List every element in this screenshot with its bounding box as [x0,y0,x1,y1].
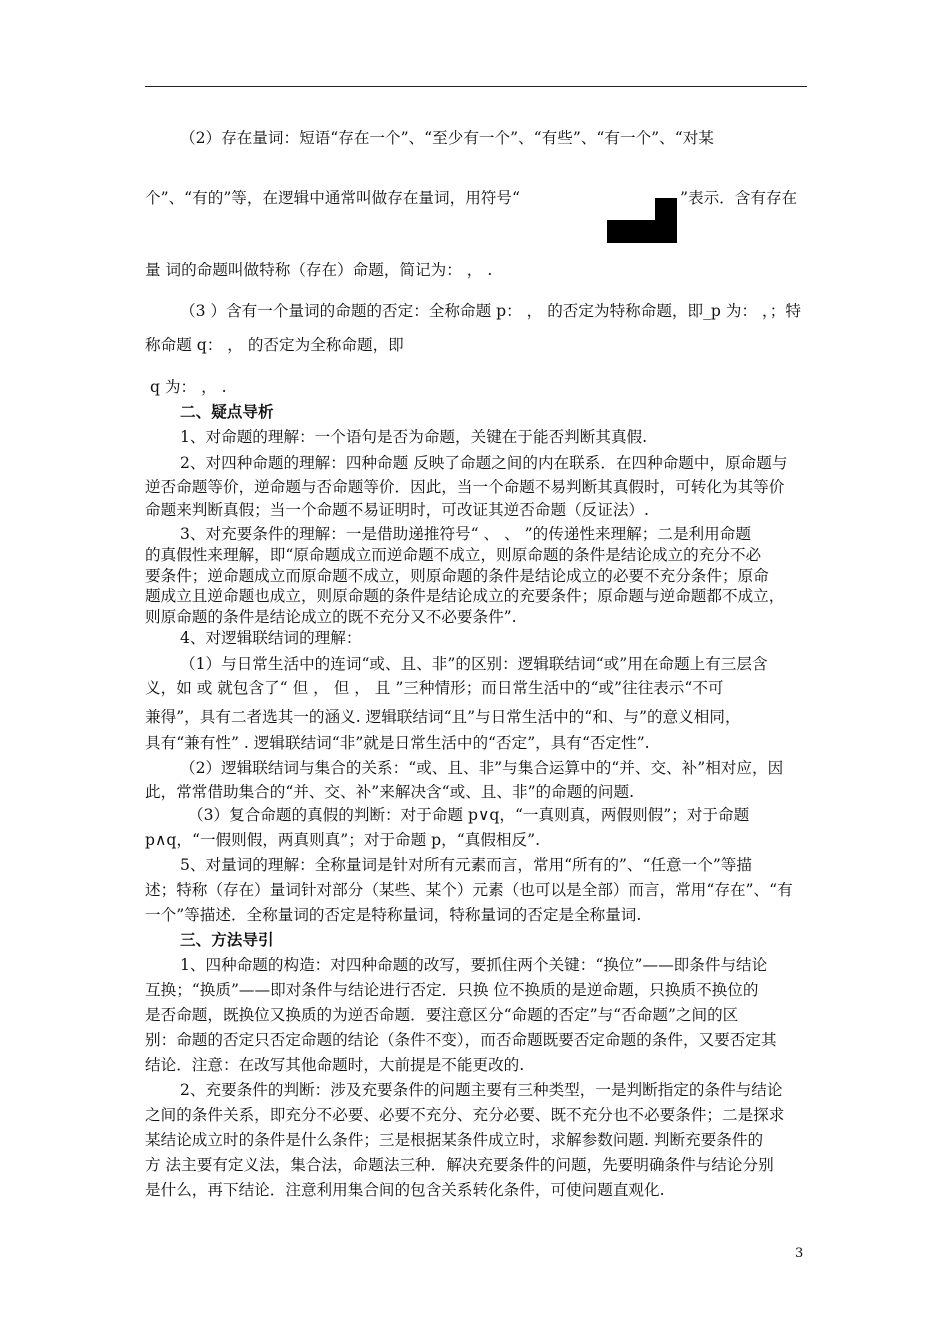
section-heading-2: 二、疑点导析 [180,402,274,421]
line-35: 2、充要条件的判断：涉及充要条件的问题主要有三种类型，一是判断指定的条件与结论 [180,1081,783,1099]
line-21: 具有“兼有性” . 逻辑联结词“非”就是日常生活中的“否定”，具有“否定性”. [145,734,650,752]
line-15: 题成立且逆命题也成立，则原命题的条件是结论成立的充要条件；原命题与逆命题都不成立， [145,587,785,605]
line-31: 互换；“换质”——即对条件与结论进行否定．只换 位不换质的是逆命题，只换质不换位的 [145,981,759,999]
line-12: 3、对充要条件的理解：一是借助递推符号“ 、 、 ”的传递性来理解；二是利用命题 [180,525,751,543]
line-1: （2）存在量词：短语“存在一个”、“至少有一个”、“有些”、“有一个”、“对某 [180,129,714,147]
line-39: 是什么，再下结论．注意利用集合间的包含关系转化条件，可使问题直观化. [145,1181,665,1199]
line-28: 一个”等描述．全称量词的否定是特称量词，特称量词的否定是全称量词. [145,906,642,924]
line-16: 则原命题的条件是结论成立的既不充分又不必要条件”. [145,608,517,626]
redaction-block [607,220,677,243]
line-24: （3）复合命题的真假的判断：对于命题 p∨q，“一真则真，两假则假”；对于命题 [188,806,750,824]
redaction-block-top [655,198,677,222]
line-34: 结论．注意：在改写其他命题时，大前提是不能更改的. [145,1056,525,1074]
line-37: 某结论成立时的条件是什么条件；三是根据某条件成立时，求解参数问题. 判断充要条件的 [145,1131,764,1149]
line-18: （1）与日常生活中的连词“或、且、非”的区别：逻辑联结词“或”用在命题上有三层含 [180,655,768,673]
line-6: q 为： ， . [150,378,227,396]
line-14: 要条件；逆命题成立而原命题不成立，则原命题的条件是结论成立的必要不充分条件；原命 [145,567,769,585]
line-32: 是否命题，既换位又换质的为逆否命题．要注意区分“命题的否定”与“否命题”之间的区 [145,1006,739,1024]
line-22: （2）逻辑联结词与集合的关系：“或、且、非”与集合运算中的“并、交、补”相对应，因 [180,759,784,777]
line-38: 方 法主要有定义法，集合法，命题法三种．解决充要条件的问题，先要明确条件与结论分别 [145,1156,774,1174]
line-3: 量 词的命题叫做特称（存在）命题，简记为： ， . [145,261,493,279]
line-33: 别：命题的否定只否定命题的结论（条件不变），而否命题既要否定命题的条件，又要否定其 [145,1031,777,1049]
line-8: 1、对命题的理解：一个语句是否为命题，关键在于能否判断其真假. [180,428,648,446]
line-20: 兼得”，具有二者选其一的涵义. 逻辑联结词“且”与日常生活中的“和、与”的意义相同， [145,708,741,726]
line-19: 义，如 或 就包含了“ 但 ， 但 ， 且 ”三种情形；而日常生活中的“或”往往表示“不可 [145,679,724,697]
line-5: 称命题 q： ， 的否定为全称命题，即 [145,336,404,354]
header-rule [145,86,807,87]
line-4: （3 ）含有一个量词的命题的否定：全称命题 p： ， 的否定为特称命题，即_p 为： ，；特 [180,302,801,320]
line-17: 4、对逻辑联结词的理解： [180,629,362,647]
page-number: 3 [795,1246,804,1261]
line-2: 个”、“有的”等，在逻辑中通常叫做存在量词，用符号“ [145,189,520,207]
line-25: p∧q，“一假则假，两真则真”；对于命题 p，“真假相反”. [145,831,541,849]
line-27: 述；特称（存在）量词针对部分（某些、某个）元素（也可以是全部）而言，常用“存在”、“有 [145,881,793,899]
line-2b: ”表示．含有存在 [680,189,798,207]
section-heading-3: 三、方法导引 [180,930,274,949]
line-10: 逆否命题等价，逆命题与否命题等价．因此，当一个命题不易判断其真假时，可转化为其等价 [145,478,785,496]
line-36: 之间的条件关系，即充分不必要、必要不充分、充分必要、既不充分也不必要条件；二是探求 [145,1106,785,1124]
line-11: 命题来判断真假；当一个命题不易证明时，可改证其逆否命题（反证法）. [145,501,649,519]
line-9: 2、对四种命题的理解：四种命题 反映了命题之间的内在联系．在四种命题中，原命题与 [180,454,788,472]
line-13: 的真假性来理解，即“原命题成立而逆命题不成立，则原命题的条件是结论成立的充分不必 [145,546,762,564]
line-23: 此，常常借助集合的“并、交、补”来解决含“或、且、非”的命题的问题. [145,783,635,801]
line-26: 5、对量词的理解：全称量词是针对所有元素而言，常用“所有的”、“任意一个”等描 [180,856,752,874]
line-30: 1、四种命题的构造：对四种命题的改写，要抓住两个关键：“换位”——即条件与结论 [180,956,768,974]
